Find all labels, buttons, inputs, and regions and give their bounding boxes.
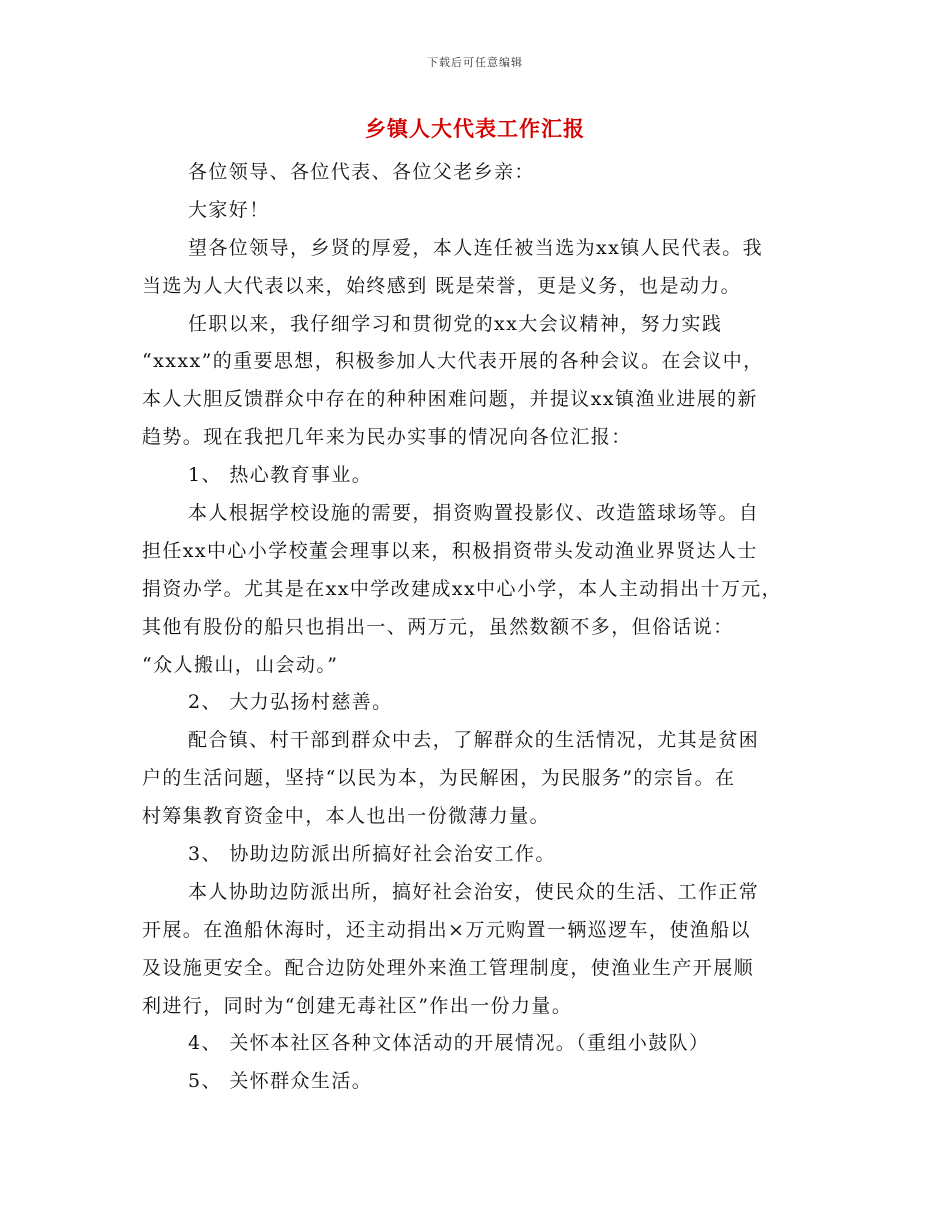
section-heading: 2、 大力弘扬村慈善。: [188, 691, 393, 714]
body-line: “xxxx”的重要思想，积极参加人大代表开展的各种会议。在会议中，: [142, 350, 764, 373]
body-line: 配合镇、村干部到群众中去，了解群众的生活情况，尤其是贫困: [188, 729, 760, 752]
body-line: 开展。在渔船休海时，还主动捐出×万元购置一辆巡逻车，使渔船以: [142, 918, 751, 941]
body-line: “众人搬山，山会动。”: [142, 653, 339, 676]
document-title: 乡镇人大代表工作汇报: [365, 116, 585, 141]
body-line: 村筹集教育资金中，本人也出一份微薄力量。: [142, 805, 551, 828]
body-line: 担任xx中心小学校董会理事以来，积极捐资带头发动渔业界贤达人士: [142, 539, 758, 562]
body-line: 大家好！: [188, 198, 270, 221]
body-line: 本人协助边防派出所，搞好社会治安，使民众的生活、工作正常: [188, 880, 760, 903]
section-heading: 3、 协助边防派出所搞好社会治安工作。: [188, 843, 556, 866]
body-line: 趋势。现在我把几年来为民办实事的情况向各位汇报：: [142, 426, 632, 449]
body-line: 户的生活问题，坚持“以民为本，为民解困，为民服务”的宗旨。在: [142, 767, 736, 790]
body-line: 本人根据学校设施的需要，捐资购置投影仪、改造篮球场等。自: [188, 502, 760, 525]
section-heading: 4、 关怀本社区各种文体活动的开展情况。（重组小鼓队）: [188, 1032, 710, 1055]
body-line: 任职以来，我仔细学习和贯彻党的xx大会议精神，努力实践: [188, 312, 723, 335]
document-body: [142, 154, 822, 1101]
section-heading: 5、 关怀群众生活。: [188, 1070, 373, 1093]
body-line: 本人大胆反馈群众中存在的种种困难问题，并提议xx镇渔业进展的新: [142, 388, 758, 411]
body-line: 当选为人大代表以来，始终感到 既是荣誉，更是义务，也是动力。: [142, 274, 742, 297]
header-note: 下载后可任意编辑: [427, 56, 523, 69]
body-line: 利进行，同时为“创建无毒社区”作出一份力量。: [142, 994, 573, 1017]
body-line: 各位领导、各位代表、各位父老乡亲：: [188, 161, 535, 183]
body-line: 及设施更安全。配合边防处理外来渔工管理制度，使渔业生产开展顺: [142, 956, 755, 979]
body-line: 捐资办学。尤其是在xx中学改建成xx中心小学，本人主动捐出十万元，: [142, 577, 783, 600]
section-heading: 1、 热心教育事业。: [188, 464, 373, 487]
body-line: 其他有股份的船只也捐出一、两万元，虽然数额不多，但俗话说：: [142, 615, 734, 638]
body-line: 望各位领导，乡贤的厚爱，本人连任被当选为xx镇人民代表。我: [188, 236, 764, 259]
